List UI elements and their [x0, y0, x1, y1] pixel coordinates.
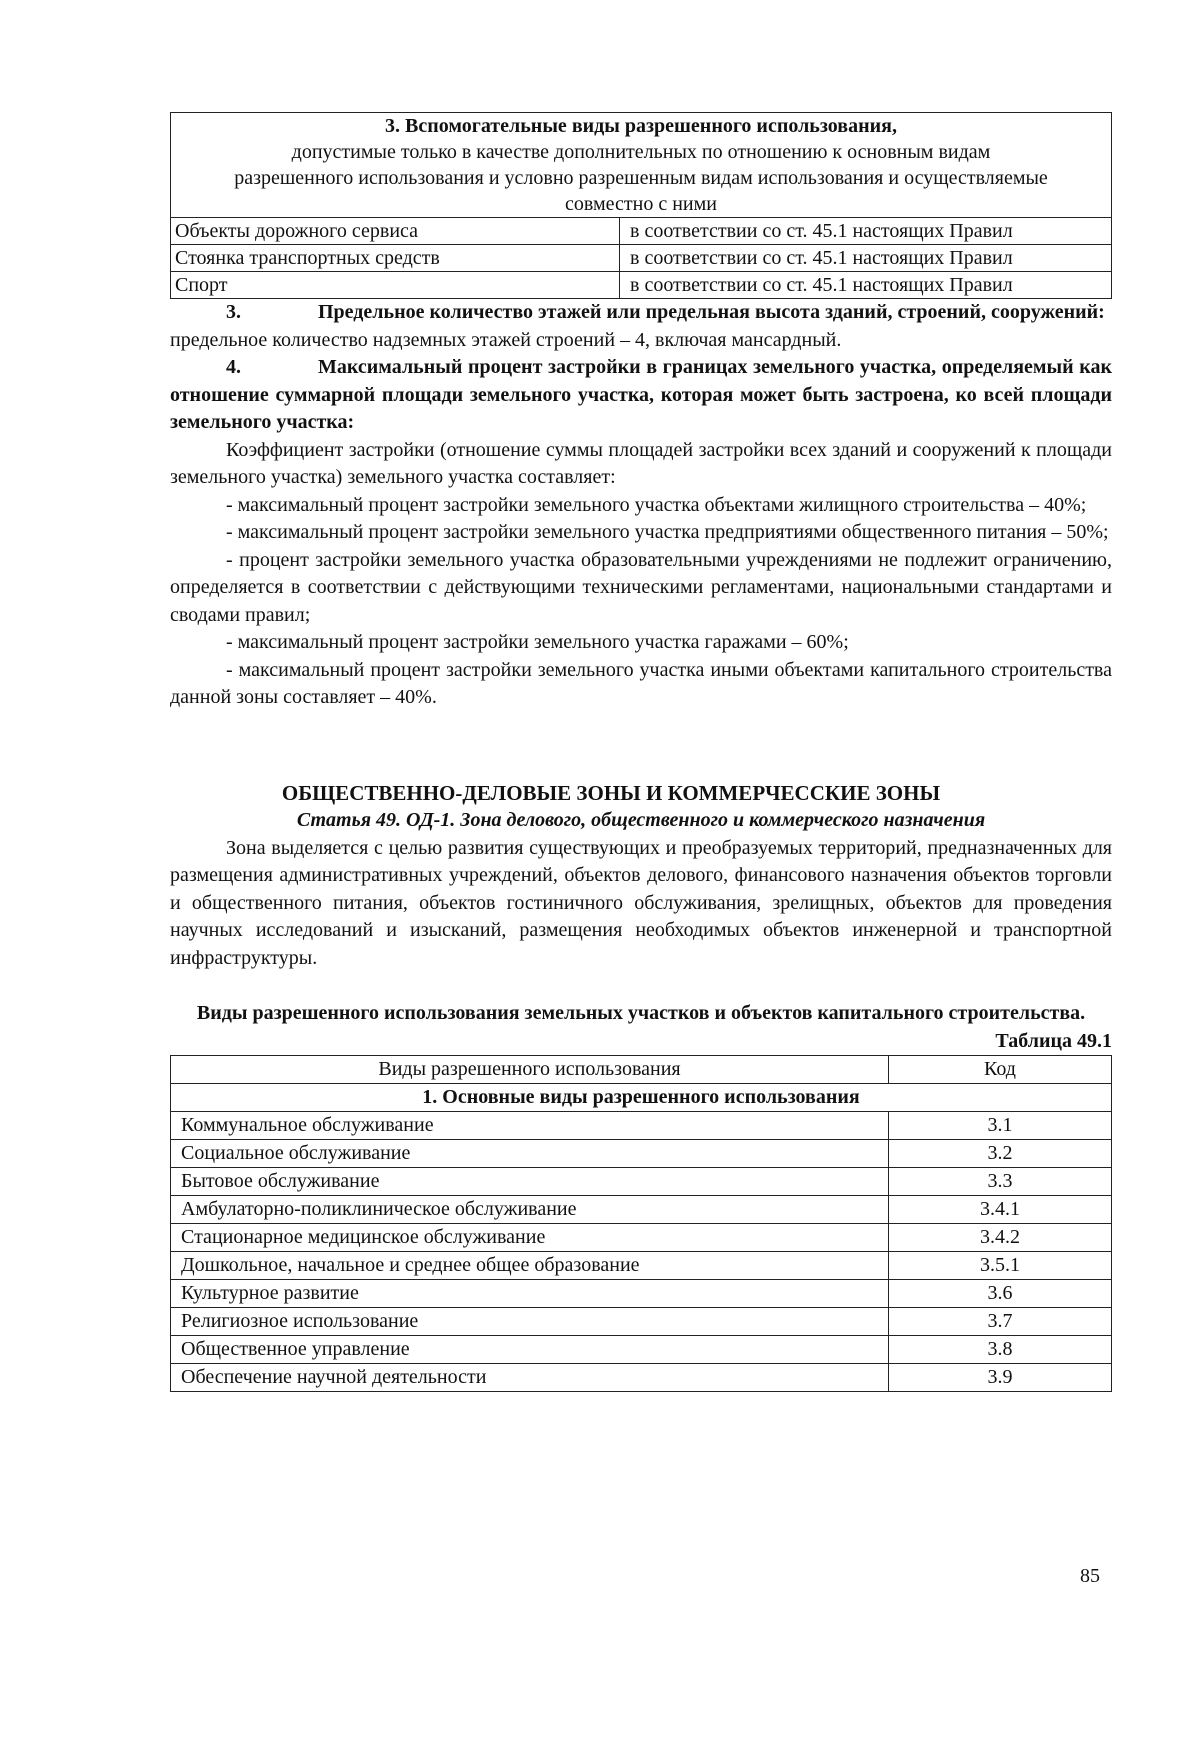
table-row: [171, 218, 1112, 245]
auxiliary-uses-table: [170, 112, 1112, 299]
section-4-number: 4.: [226, 356, 241, 378]
section-3-text: предельное количество надземных этажей строений – 4, включая мансардный.: [170, 328, 842, 351]
table-row: [171, 1196, 1112, 1224]
table-number: Таблица 49.1: [995, 1029, 1112, 1052]
use-name: Стационарное медицинское обслуживание: [171, 1224, 889, 1252]
use-code: 3.2: [889, 1140, 1112, 1168]
list-item: - максимальный процент застройки земельного участка гаражами – 60%;: [226, 631, 849, 653]
auxiliary-header-text: допустимые только в качестве дополнительных по отношению к основным видам разрешенного использования и условно разрешенным видам использования и осуществляемые совместно с ними: [234, 141, 1048, 215]
column-header-code: Код: [889, 1056, 1112, 1084]
section-4-body: [170, 437, 1112, 712]
aux-row-ref: в соответствии со ст. 45.1 настоящих Правил: [620, 272, 1112, 299]
table-row: [171, 1364, 1112, 1392]
table-row: [171, 1336, 1112, 1364]
section-3-heading: [170, 299, 1112, 327]
auxiliary-table-header: [171, 113, 1112, 218]
table-caption: Виды разрешенного использования земельных участков и объектов капитального строительства.: [196, 1002, 1086, 1024]
main-uses-table: [170, 1055, 1112, 1392]
use-name: Культурное развитие: [171, 1280, 889, 1308]
aux-row-ref: в соответствии со ст. 45.1 настоящих Правил: [620, 218, 1112, 245]
use-code: 3.1: [889, 1112, 1112, 1140]
use-name: Обеспечение научной деятельности: [171, 1364, 889, 1392]
use-code: 3.6: [889, 1280, 1112, 1308]
aux-row-name: Спорт: [171, 272, 620, 299]
table-section-title: 1. Основные виды разрешенного использования: [171, 1084, 1112, 1112]
aux-row-name: Стоянка транспортных средств: [171, 245, 620, 272]
page-number: 85: [1080, 1565, 1100, 1587]
use-code: 3.9: [889, 1364, 1112, 1392]
zone-description: Зона выделяется с целью развития существующих и преобразуемых территорий, предназначенных для размещения административных учреждений, объектов делового, финансового назначения объектов торговли и общественного питания, объектов гостиничного обслуживания, зрелищных, объектов для проведения научных исследований и изысканий, размещения необходимых объектов инженерной и транспортной инфраструктуры.: [170, 836, 1112, 969]
table-row: [171, 272, 1112, 299]
use-code: 3.4.2: [889, 1224, 1112, 1252]
use-name: Дошкольное, начальное и среднее общее образование: [171, 1252, 889, 1280]
use-name: Амбулаторно-поликлиническое обслуживание: [171, 1196, 889, 1224]
list-item: - процент застройки земельного участка образовательными учреждениями не подлежит ограничению, определяется в соответствии с действующими техническими регламентами, национальными стандартами и сводами правил;: [170, 548, 1112, 626]
use-name: Религиозное использование: [171, 1308, 889, 1336]
table-header-row: [171, 1056, 1112, 1084]
table-section-row: [171, 1084, 1112, 1112]
table-row: [171, 1280, 1112, 1308]
section-4-heading-text: Максимальный процент застройки в границах земельного участка, определяемый как отношение суммарной площади земельного участка, которая может быть застроена, ко всей площади земельного участка:: [170, 356, 1112, 433]
table-row: [171, 1112, 1112, 1140]
article-title: Статья 49. ОД-1. Зона делового, общественного и коммерческого назначения: [296, 809, 986, 831]
section-3-number: 3.: [226, 301, 241, 323]
table-row: [171, 245, 1112, 272]
table-row: [171, 1168, 1112, 1196]
aux-row-name: Объекты дорожного сервиса: [171, 218, 620, 245]
use-name: Бытовое обслуживание: [171, 1168, 889, 1196]
use-name: Общественное управление: [171, 1336, 889, 1364]
section-4-heading: [170, 354, 1112, 437]
table-row: [171, 1140, 1112, 1168]
use-code: 3.7: [889, 1308, 1112, 1336]
list-item: - максимальный процент застройки земельного участка иными объектами капитального строительства данной зоны составляет – 40%.: [170, 658, 1112, 708]
use-name: Коммунальное обслуживание: [171, 1112, 889, 1140]
use-name: Социальное обслуживание: [171, 1140, 889, 1168]
table-row: [171, 1252, 1112, 1280]
use-code: 3.4.1: [889, 1196, 1112, 1224]
aux-row-ref: в соответствии со ст. 45.1 настоящих Правил: [620, 245, 1112, 272]
use-code: 3.8: [889, 1336, 1112, 1364]
use-code: 3.5.1: [889, 1252, 1112, 1280]
table-row: [171, 1224, 1112, 1252]
section-4-intro: Коэффициент застройки (отношение суммы площадей застройки всех зданий и сооружений к площади земельного участка) земельного участка составляет:: [170, 438, 1112, 488]
document-page: [170, 112, 1112, 1392]
column-header-name: Виды разрешенного использования: [171, 1056, 889, 1084]
auxiliary-header-bold: 3. Вспомогательные виды разрешенного использования,: [385, 115, 897, 137]
table-row: [171, 1308, 1112, 1336]
section-3-heading-text: Предельное количество этажей или предельная высота зданий, строений, сооружений:: [318, 301, 1105, 323]
list-item: - максимальный процент застройки земельного участка предприятиями общественного питания – 50%;: [226, 521, 1109, 543]
use-code: 3.3: [889, 1168, 1112, 1196]
zone-title: ОБЩЕСТВЕННО-ДЕЛОВЫЕ ЗОНЫ И КОММЕРЧЕССКИЕ ЗОНЫ: [281, 780, 941, 805]
list-item: - максимальный процент застройки земельного участка объектами жилищного строительства – 40%;: [226, 493, 1087, 516]
